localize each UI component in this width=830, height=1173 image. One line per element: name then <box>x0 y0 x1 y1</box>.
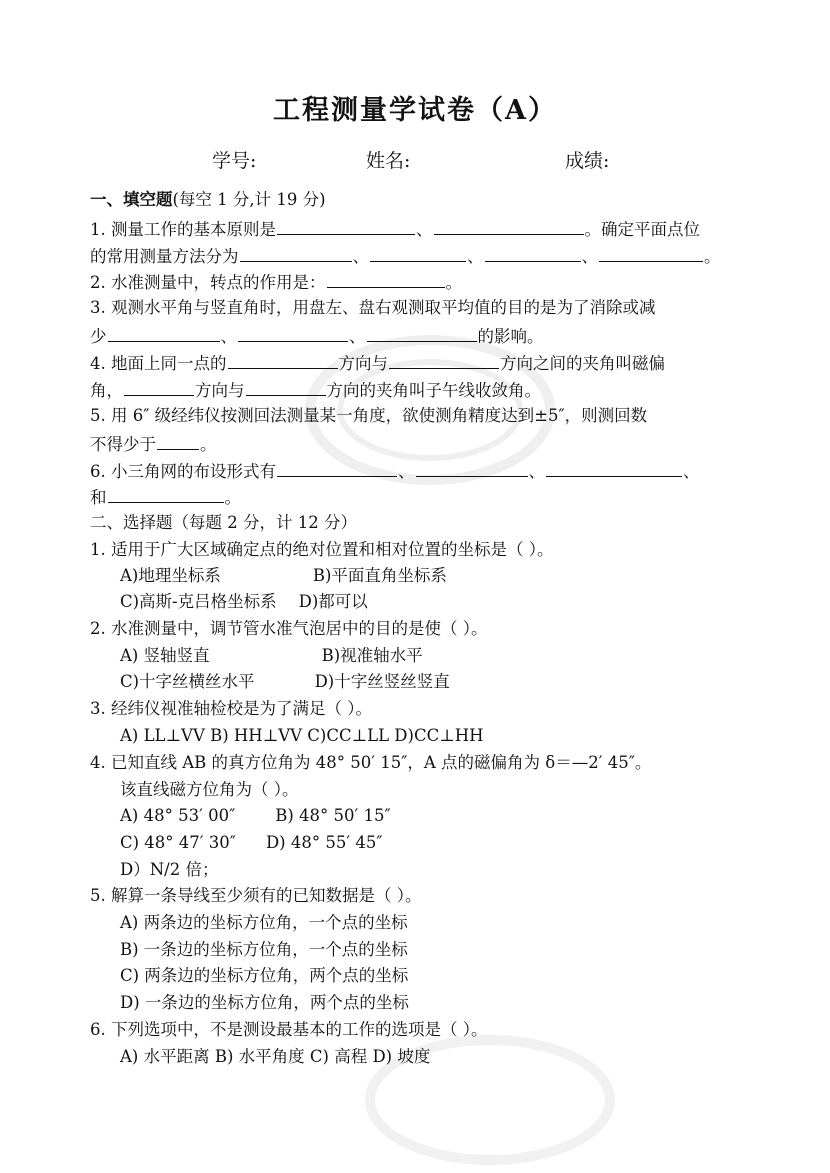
answer-blank[interactable] <box>124 379 194 396</box>
separator: 、 <box>683 462 700 481</box>
fill-q5-line2 <box>90 433 217 455</box>
answer-blank[interactable] <box>389 352 499 369</box>
choice-q1-options-row1 <box>120 566 447 586</box>
fill-q6-text-b: 和 <box>90 488 107 507</box>
answer-blank[interactable] <box>546 460 682 477</box>
fill-q1-line2 <box>90 245 721 267</box>
section1-points: (每空 1 分,计 19 分) <box>172 190 326 209</box>
fill-q2-text: 2. 水准测量中，转点的作用是： <box>90 273 326 292</box>
section1-heading: 一、填空题 <box>90 190 173 209</box>
option-b[interactable]: B) 一条边的坐标方位角，一个点的坐标 <box>120 940 408 959</box>
separator: 、 <box>220 327 237 346</box>
choice-q2-options-row2 <box>120 672 450 692</box>
option-c[interactable]: C) 两条边的坐标方位角，两个点的坐标 <box>120 966 409 985</box>
separator: 、 <box>416 220 433 239</box>
separator: 、 <box>581 247 598 266</box>
answer-blank[interactable] <box>238 325 348 342</box>
choice-q1-options-row2 <box>120 592 368 612</box>
fill-q2-line <box>90 271 462 293</box>
answer-blank[interactable] <box>228 352 338 369</box>
fill-q5-text-b: 不得少于 <box>90 435 156 454</box>
fill-q5-text: 5. 用 6″ 级经纬仪按测回法测量某一角度，欲使测角精度达到±5″，则测回数 <box>90 406 648 425</box>
fill-q3-line2 <box>90 325 544 347</box>
fill-q4-line2 <box>90 379 541 401</box>
fill-q4-text-b2: 方向与 <box>195 381 245 400</box>
answer-blank[interactable] <box>599 245 703 262</box>
fill-q6-line2 <box>90 486 241 508</box>
option-b[interactable]: B)平面直角坐标系 <box>312 566 447 585</box>
answer-blank[interactable] <box>240 245 352 262</box>
option-d[interactable]: D) 一条边的坐标方位角，两个点的坐标 <box>120 993 409 1012</box>
fill-q1-line1 <box>90 218 700 240</box>
option-d[interactable]: D)都可以 <box>298 592 368 611</box>
page-title: 工程测量学试卷（A） <box>273 95 557 126</box>
fill-q4-text-c: 方向之间的夹角叫磁偏 <box>500 354 665 373</box>
period: 。 <box>704 247 721 266</box>
fill-q4-text-b: 方向与 <box>338 354 388 373</box>
choice-q4: 4. 已知直线 AB 的真方位角为 48° 50′ 15″，A 点的磁偏角为 δ＝—2′ 45″。 <box>90 753 652 772</box>
fill-q6-text: 6. 小三角网的布设形式有 <box>90 462 276 481</box>
choice-q6-options[interactable]: A) 水平距离 B) 水平角度 C) 高程 D) 坡度 <box>120 1047 431 1066</box>
fill-q1-text-c: 的常用测量方法分为 <box>90 247 239 266</box>
fill-q1-text: 1. 测量工作的基本原则是 <box>90 220 276 239</box>
option-c[interactable]: C) 48° 47′ 30″ <box>120 833 236 852</box>
separator: 、 <box>528 462 545 481</box>
answer-blank[interactable] <box>327 271 445 288</box>
answer-blank[interactable] <box>108 325 220 342</box>
separator: 、 <box>349 327 366 346</box>
option-a[interactable]: A) 竖轴竖直 <box>120 646 210 665</box>
fill-q1-text-b: 。确定平面点位 <box>584 220 700 239</box>
fill-q4-text-e: 方向的夹角叫子午线收敛角。 <box>326 381 541 400</box>
period: 。 <box>224 488 241 507</box>
answer-blank[interactable] <box>277 218 415 235</box>
choice-q6: 6. 下列选项中，不是测设最基本的工作的选项是（ ）。 <box>90 1020 488 1039</box>
option-d[interactable]: D) 48° 55′ 45″ <box>265 833 383 852</box>
option-c[interactable]: C)十字丝横丝水平 <box>120 672 255 691</box>
answer-blank[interactable] <box>485 245 581 262</box>
choice-q3-options[interactable]: A) LL⊥VV B) HH⊥VV C)CC⊥LL D)CC⊥HH <box>120 726 484 745</box>
name-label: 姓名: <box>366 150 411 172</box>
choice-q4-options-row1 <box>120 806 391 826</box>
fill-q3-text-c: 的影响。 <box>477 327 544 346</box>
answer-blank[interactable] <box>246 379 326 396</box>
section1-heading-line <box>90 190 326 210</box>
choice-q3: 3. 经纬仪视准轴检校是为了满足（ ）。 <box>90 699 372 718</box>
student-id-label: 学号: <box>212 150 257 172</box>
separator: 、 <box>352 247 369 266</box>
fill-q5-line1 <box>90 406 647 426</box>
section2-heading: 二、选择题（每题 2 分，计 12 分） <box>90 513 357 532</box>
answer-blank[interactable] <box>416 460 528 477</box>
choice-q4-stem: 该直线磁方位角为（ ）。 <box>120 780 299 799</box>
option-b[interactable]: B)视准轴水平 <box>321 646 423 665</box>
fill-q3-text: 3. 观测水平角与竖直角时，用盘左、盘右观测取平均值的目的是为了消除或减 <box>90 298 656 317</box>
fill-q4-line1 <box>90 352 665 374</box>
choice-q1: 1. 适用于广大区域确定点的绝对位置和相对位置的坐标是（ ）。 <box>90 540 554 559</box>
answer-blank[interactable] <box>367 325 477 342</box>
period: 。 <box>200 435 217 454</box>
fill-q4-text: 4. 地面上同一点的 <box>90 354 227 373</box>
choice-q4-options-row2 <box>120 833 383 853</box>
choice-q2: 2. 水准测量中，调节管水准气泡居中的目的是使（ ）。 <box>90 619 488 638</box>
choice-q2-options-row1 <box>120 646 423 666</box>
answer-blank[interactable] <box>157 433 199 450</box>
separator: 、 <box>467 247 484 266</box>
option-a[interactable]: A) 48° 53′ 00″ <box>120 806 236 825</box>
option-d[interactable]: D)十字丝竖丝竖直 <box>314 672 450 691</box>
option-a[interactable]: A)地理坐标系 <box>120 566 221 585</box>
fill-q4-text-d: 角， <box>90 381 123 400</box>
option-b[interactable]: B) 48° 50′ 15″ <box>275 806 391 825</box>
answer-blank[interactable] <box>108 486 224 503</box>
option-c[interactable]: C)高斯-克吕格坐标系 <box>120 592 277 611</box>
fill-q6-line1 <box>90 460 700 482</box>
choice-q5: 5. 解算一条导线至少须有的已知数据是（ ）。 <box>90 886 422 905</box>
answer-blank[interactable] <box>434 218 584 235</box>
score-label: 成绩: <box>565 150 610 172</box>
separator: 、 <box>398 462 415 481</box>
answer-blank[interactable] <box>370 245 466 262</box>
choice-q4-option-extra[interactable]: D）N/2 倍； <box>120 860 219 879</box>
fill-q3-line1 <box>90 298 656 318</box>
period: 。 <box>445 273 462 292</box>
answer-blank[interactable] <box>277 460 397 477</box>
fill-q3-text-b: 少 <box>90 327 107 346</box>
option-a[interactable]: A) 两条边的坐标方位角，一个点的坐标 <box>120 913 408 932</box>
